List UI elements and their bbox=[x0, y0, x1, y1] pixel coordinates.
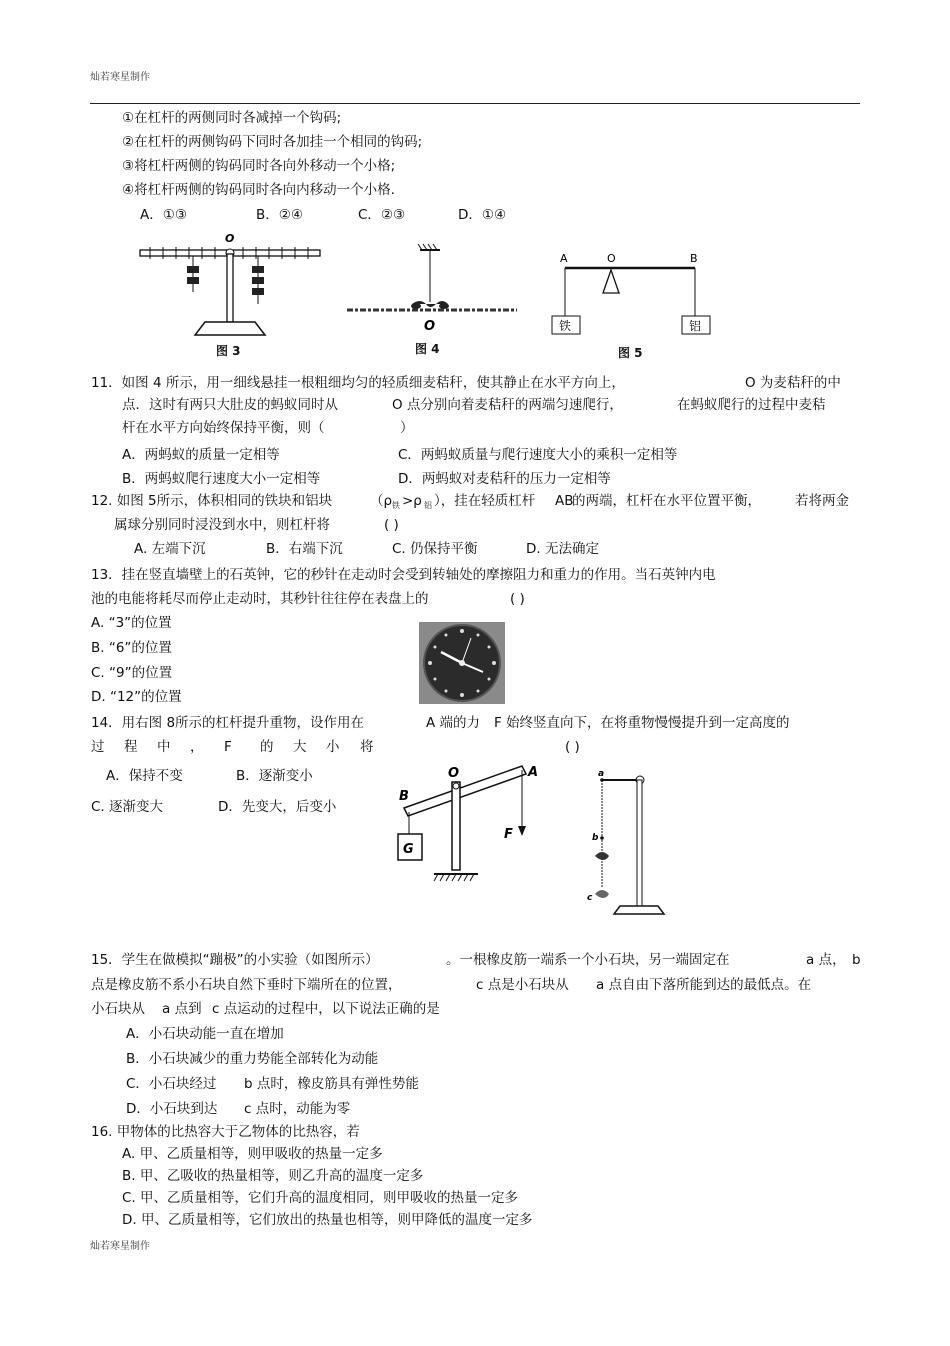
q15-line-2a: 点是橡皮筋不系小石块自然下垂时下端所在的位置， bbox=[91, 977, 402, 993]
q12-paren: ( ) bbox=[384, 517, 399, 533]
q13-option-c: C. “9”的位置 bbox=[91, 665, 173, 681]
bungee-label-c: c bbox=[587, 893, 593, 903]
q15-option-d1: D．小石块到达 bbox=[126, 1101, 218, 1117]
fig8-label-o: O bbox=[448, 766, 460, 781]
fig5-label-b: B bbox=[690, 252, 698, 265]
q14-char-3: 中 bbox=[157, 739, 171, 755]
q12-line-1c: 的两端，杠杆在水平位置平衡， bbox=[572, 493, 761, 509]
q11-paren: ） bbox=[400, 420, 414, 436]
q11-option-c: C．两蚂蚁质量与爬行速度大小的乘积一定相等 bbox=[398, 447, 678, 463]
q14-line-1b: A 端的力 bbox=[426, 715, 481, 731]
q10-option-4: ④将杠杆两侧的钩码同时各向内移动一个小格. bbox=[122, 182, 395, 198]
q14-char-5: F bbox=[224, 739, 232, 755]
fig8-label-g: G bbox=[403, 842, 414, 857]
q14-char-4: ， bbox=[190, 739, 204, 755]
q11-line-1: 11．如图 4 所示，用一细线悬挂一根粗细均匀的轻质细麦秸秆，使其静止在水平方向上， bbox=[91, 375, 625, 391]
q15-option-a: A．小石块动能一直在增加 bbox=[126, 1026, 284, 1042]
q11-line-3: 杆在水平方向始终保持平衡，则（ bbox=[122, 420, 325, 436]
q12-line-1a: 12. 如图 5所示，体积相同的铁块和铝块 bbox=[91, 493, 333, 509]
page-footer: 灿若寒星制作 bbox=[90, 1241, 150, 1252]
q13-line-2: 池的电能将耗尽而停止走动时，其秒针往往停在表盘上的 bbox=[91, 591, 429, 607]
q10-choice-a: A．①③ bbox=[140, 207, 187, 223]
q14-char-8: 小 bbox=[326, 739, 340, 755]
q15-line-3a: 小石块从 bbox=[91, 1001, 145, 1017]
bungee-label-b: b bbox=[592, 833, 599, 843]
q11-option-a: A．两蚂蚁的质量一定相等 bbox=[122, 447, 280, 463]
figure-5-lever bbox=[545, 248, 725, 343]
fig5-aluminum-box: 铝 bbox=[689, 319, 702, 333]
q13-option-b: B. “6”的位置 bbox=[91, 640, 172, 656]
q13-line-1: 13．挂在竖直墙壁上的石英钟，它的秒针在走动时会受到转轴处的摩擦阻力和重力的作用。当石英钟内电 bbox=[91, 567, 716, 583]
q16-option-d: D. 甲、乙质量相等，它们放出的热量也相等，则甲降低的温度一定多 bbox=[122, 1212, 533, 1228]
q12-rho: （ρ bbox=[370, 493, 393, 509]
fig4-label-o: O bbox=[424, 319, 436, 334]
q12-line-1d: 若将两金 bbox=[795, 493, 849, 509]
q14-char-9: 将 bbox=[360, 739, 374, 755]
q11-option-d: D．两蚂蚁对麦秸秆的压力一定相等 bbox=[398, 471, 611, 487]
q10-choice-c: C．②③ bbox=[358, 207, 406, 223]
q15-line-1d: b bbox=[852, 952, 861, 968]
q13-option-d: D. “12”的位置 bbox=[91, 689, 182, 705]
fig8-label-b: B bbox=[399, 789, 409, 804]
q12-sub-aluminum: 铝 bbox=[424, 501, 432, 510]
q13-paren: ( ) bbox=[510, 591, 525, 607]
q12-line-1b: ），挂在轻质杠杆 bbox=[434, 493, 536, 509]
bungee-label-a: a bbox=[598, 769, 605, 779]
page-header: 灿若寒星制作 bbox=[90, 72, 150, 83]
q14-option-d: D．先变大，后变小 bbox=[218, 799, 337, 815]
q15-line-1b: 。一根橡皮筋一端系一个小石块，另一端固定在 bbox=[446, 952, 730, 968]
q16-option-a: A. 甲、乙质量相等，则甲吸收的热量一定多 bbox=[122, 1146, 383, 1162]
q11-option-b: B．两蚂蚁爬行速度大小一定相等 bbox=[122, 471, 321, 487]
q14-option-b: B．逐渐变小 bbox=[236, 768, 313, 784]
q14-option-c: C. 逐渐变大 bbox=[91, 799, 164, 815]
q14-char-1: 过 bbox=[91, 739, 105, 755]
q12-gt: >ρ bbox=[402, 493, 422, 509]
fig8-label-f: F bbox=[504, 827, 513, 842]
q12-choice-a: A. 左端下沉 bbox=[134, 541, 206, 557]
q16-option-b: B. 甲、乙吸收的热量相等，则乙升高的温度一定多 bbox=[122, 1168, 424, 1184]
q15-option-c1: C．小石块经过 bbox=[126, 1076, 217, 1092]
figure-3-caption: 图 3 bbox=[216, 344, 241, 358]
figure-8-lever bbox=[392, 760, 552, 885]
q15-line-1a: 15．学生在做模拟“蹦极”的小实验（如图所示） bbox=[91, 952, 379, 968]
q12-choice-d: D. 无法确定 bbox=[526, 541, 599, 557]
q14-line-1c: F 始终竖直向下，在将重物慢慢提升到一定高度的 bbox=[494, 715, 790, 731]
fig8-label-a: A bbox=[528, 765, 539, 780]
q12-sub-iron: 铁 bbox=[392, 501, 400, 510]
q16-stem: 16. 甲物体的比热容大于乙物体的比热容，若 bbox=[91, 1124, 360, 1140]
q10-option-1: ①在杠杆的两侧同时各减掉一个钩码; bbox=[122, 110, 342, 126]
q15-option-c2: b 点时，橡皮筋具有弹性势能 bbox=[244, 1076, 419, 1092]
fig5-iron-box: 铁 bbox=[559, 319, 572, 333]
figure-4-caption: 图 4 bbox=[415, 342, 440, 356]
q15-option-b: B．小石块减少的重力势能全部转化为动能 bbox=[126, 1051, 379, 1067]
q14-char-6: 的 bbox=[260, 739, 274, 755]
q12-ab: AB bbox=[555, 493, 574, 509]
q15-line-1c: a 点， bbox=[806, 952, 846, 968]
figure-5-caption: 图 5 bbox=[618, 346, 643, 360]
q11-line-1b: O 为麦秸秆的中 bbox=[745, 375, 841, 391]
header-rule bbox=[90, 103, 860, 104]
q13-option-a: A. “3”的位置 bbox=[91, 615, 172, 631]
q12-choice-b: B．右端下沉 bbox=[266, 541, 343, 557]
q15-line-3b: a 点到 bbox=[162, 1001, 202, 1017]
q12-line-2: 属球分别同时浸没到水中，则杠杆将 bbox=[114, 517, 330, 533]
q15-line-3c: c 点运动的过程中，以下说法正确的是 bbox=[212, 1001, 440, 1017]
q11-line-2: 点．这时有两只大肚皮的蚂蚁同时从 bbox=[122, 397, 338, 413]
q14-paren: ( ) bbox=[565, 739, 580, 755]
fig5-label-o: O bbox=[607, 252, 616, 265]
fig3-label-o: O bbox=[225, 232, 235, 245]
q15-line-2b: c 点是小石块从 bbox=[476, 977, 569, 993]
q10-choice-d: D．①④ bbox=[458, 207, 507, 223]
q12-choice-c: C. 仍保持平衡 bbox=[392, 541, 478, 557]
clock-photo bbox=[419, 622, 505, 704]
figure-4-straw bbox=[342, 240, 522, 340]
q10-choice-b: B．②④ bbox=[256, 207, 303, 223]
q16-option-c: C. 甲、乙质量相等，它们升高的温度相同，则甲吸收的热量一定多 bbox=[122, 1190, 519, 1206]
q10-option-2: ②在杠杆的两侧钩码下同时各加挂一个相同的钩码; bbox=[122, 134, 423, 150]
fig5-label-a: A bbox=[560, 252, 568, 265]
q14-option-a: A．保持不变 bbox=[106, 768, 183, 784]
q11-line-2b: O 点分别向着麦秸秆的两端匀速爬行， bbox=[392, 397, 623, 413]
figure-3-lever bbox=[135, 232, 325, 342]
bungee-stand-figure bbox=[582, 768, 672, 918]
q14-char-2: 程 bbox=[124, 739, 138, 755]
q15-option-d2: c 点时，动能为零 bbox=[244, 1101, 351, 1117]
q14-char-7: 大 bbox=[293, 739, 307, 755]
q10-option-3: ③将杠杆两侧的钩码同时各向外移动一个小格; bbox=[122, 158, 396, 174]
q14-line-1a: 14．用右图 8所示的杠杆提升重物，设作用在 bbox=[91, 715, 365, 731]
q15-line-2c: a 点自由下落所能到达的最低点。在 bbox=[596, 977, 812, 993]
q11-line-2c: 在蚂蚁爬行的过程中麦秸 bbox=[677, 397, 826, 413]
